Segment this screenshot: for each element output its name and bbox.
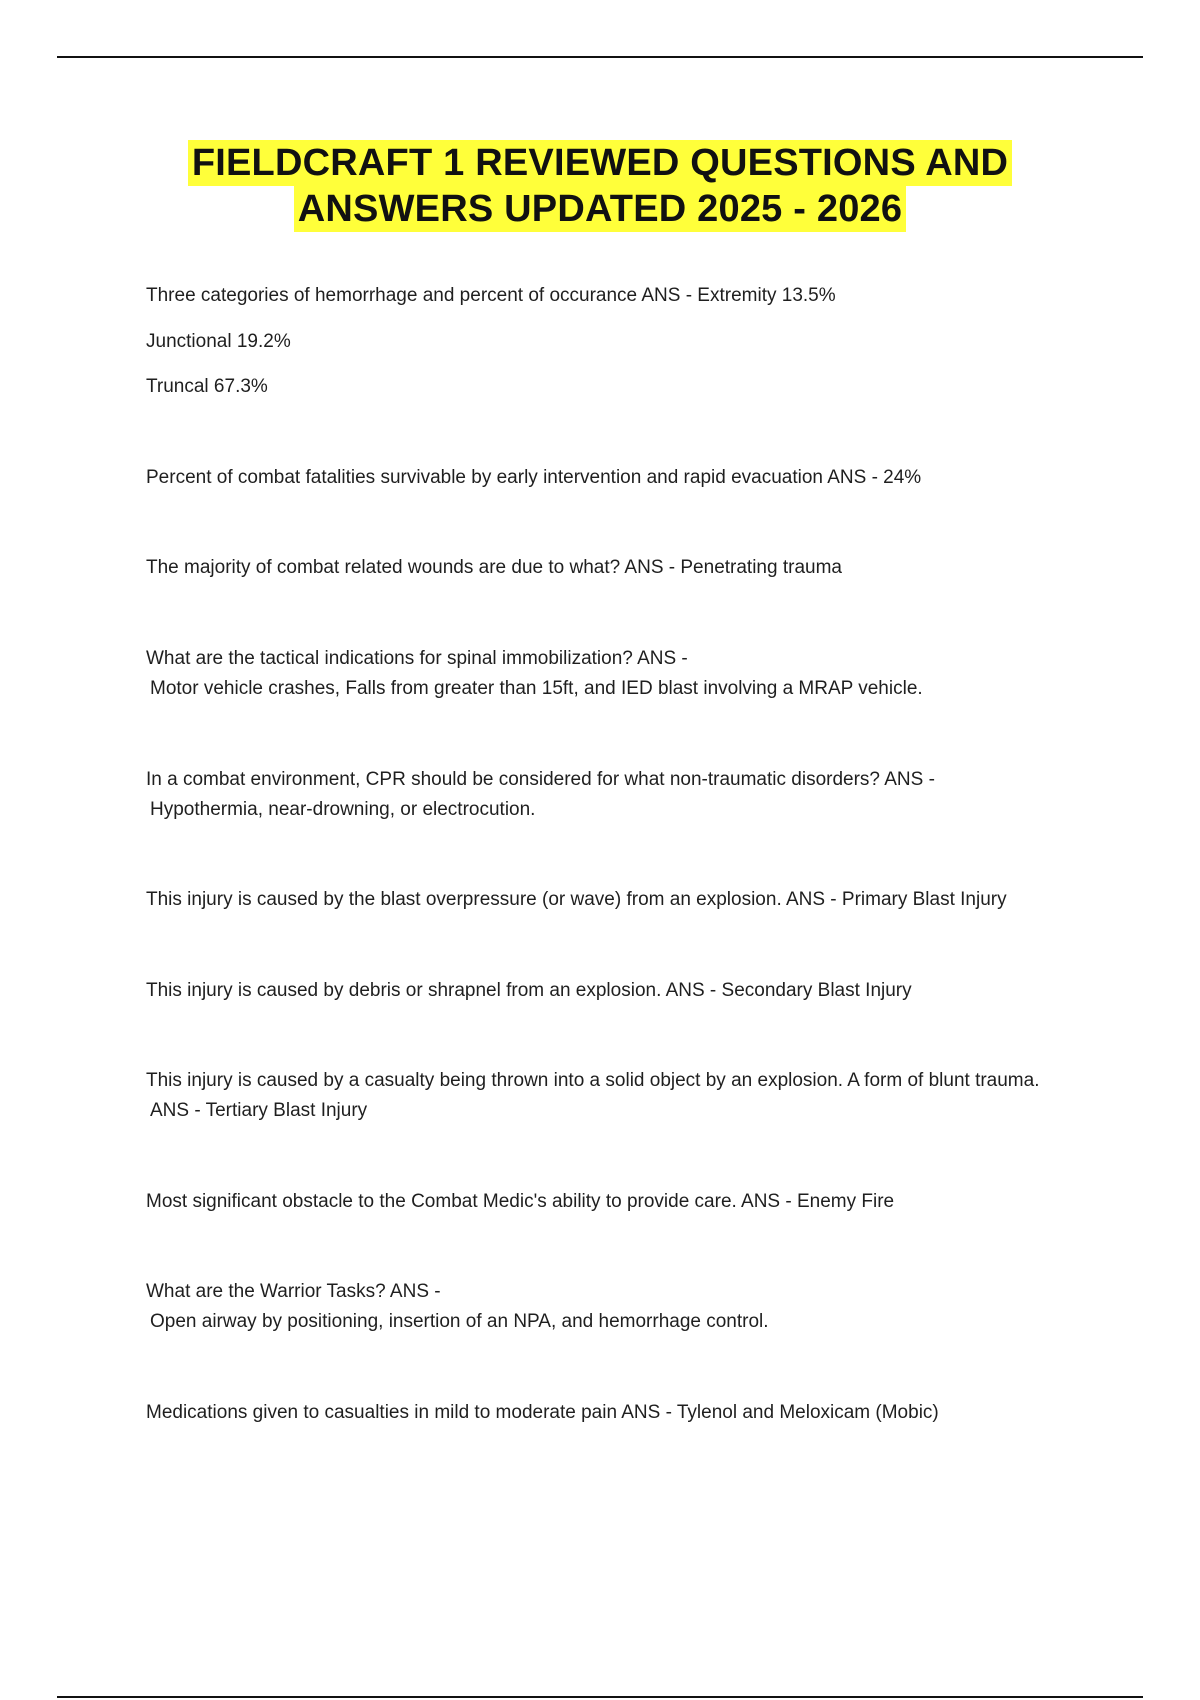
question-text: What are the Warrior Tasks? ANS - [146, 1281, 441, 1302]
question-text: Most significant obstacle to the Combat Medic's ability to provide care. ANS - Enemy Fire [146, 1191, 895, 1212]
qa-item [146, 553, 1146, 583]
top-rule [57, 56, 1143, 58]
title-line-2: ANSWERS UPDATED 2025 - 2026 [294, 186, 906, 232]
qa-item [146, 885, 1146, 915]
answer-line: Truncal 67.3% [146, 376, 268, 397]
question-text: In a combat environment, CPR should be considered for what non-traumatic disorders? ANS - [146, 769, 935, 790]
document-title [0, 140, 1200, 232]
question-text: The majority of combat related wounds are due to what? ANS - Penetrating trauma [146, 557, 842, 578]
bottom-rule [57, 1696, 1143, 1698]
qa-item [146, 1398, 1146, 1428]
qa-item [146, 463, 1146, 493]
qa-item [146, 976, 1146, 1006]
question-text: What are the tactical indications for spinal immobilization? ANS - [146, 648, 688, 669]
question-text: This injury is caused by the blast overpressure (or wave) from an explosion. ANS - Primary Blast Injury [146, 889, 1007, 910]
qa-item [146, 765, 1146, 825]
answer-text: ANS - Tertiary Blast Injury [150, 1100, 368, 1121]
answer-line: Junctional 19.2% [146, 331, 291, 352]
question-text: Three categories of hemorrhage and percent of occurance ANS - Extremity 13.5% [146, 285, 836, 306]
question-text: This injury is caused by debris or shrapnel from an explosion. ANS - Secondary Blast Injury [146, 980, 912, 1001]
qa-item [146, 281, 1146, 311]
answer-text: Motor vehicle crashes, Falls from greater than 15ft, and IED blast involving a MRAP vehicle. [150, 678, 923, 699]
question-text: Medications given to casualties in mild to moderate pain ANS - Tylenol and Meloxicam (Mobic) [146, 1402, 939, 1423]
question-text: This injury is caused by a casualty being thrown into a solid object by an explosion. A form of blunt trauma. [146, 1070, 1040, 1091]
qa-item [146, 1187, 1146, 1217]
title-line-1: FIELDCRAFT 1 REVIEWED QUESTIONS AND [188, 140, 1012, 186]
answer-text: Open airway by positioning, insertion of an NPA, and hemorrhage control. [150, 1311, 769, 1332]
qa-item [146, 1277, 1146, 1337]
qa-item [146, 644, 1146, 704]
question-text: Percent of combat fatalities survivable by early intervention and rapid evacuation ANS - 24% [146, 467, 922, 488]
answer-text: Hypothermia, near-drowning, or electrocution. [150, 799, 536, 820]
qa-item [146, 1066, 1146, 1126]
